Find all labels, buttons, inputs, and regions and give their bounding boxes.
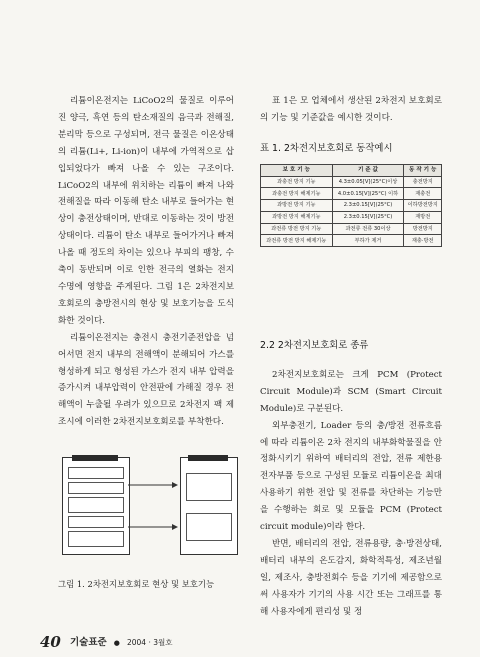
section-heading: 2.2 2차전지보호회로 종류 bbox=[260, 340, 369, 351]
figure-step-box bbox=[68, 482, 124, 494]
left-paragraph-1: 리튬이온전지는 LiCoO2의 물질로 이루어진 양극, 흑연 등의 탄소재질의 음극과 전해질, 분리막 등으로 구성되며, 전극 물질은 이온상태의 리튬(Li+, Li-ion)이 내부에 가역적으로 삽입되었다가 빠져 나올 수 있는 구조이다. LiCoO2의 내부에 위치하는 리튬이 빠져 나와 전해질을 따라 이동해 탄소 내부로 들어가는 현상이 충전상태이며, 반대로 이동하는 것이 방전상태이다. 리튬이 탄소 내부로 들어가거나 빠져 나올 때 정도의 차이는 있으나 부피의 팽창, 수축이 동반되며 이로 인한 전극의 열화는 전지 수명에 영향을 주게된다. 그림 1은 2차전지보호회로의 충방전시의 현상 및 보호기능을 도식화한 것이다. bbox=[58, 96, 234, 326]
right-paragraph-1: 2차전지보호회로는 크게 PCM (Protect Circuit Module)과 SCM (Smart Circuit Module)로 구분된다. bbox=[260, 369, 442, 414]
figure-right-label bbox=[188, 455, 228, 461]
figure-step-box bbox=[68, 467, 124, 479]
protection-spec-table bbox=[260, 164, 442, 247]
right-paragraph-2: 외부충전기, Loader 등의 충/방전 전류흐름에 따라 리튬이온 2차 전지의 내부화학물질을 안정화시키기 위하여 배터리의 전압, 전류 제한용 전자부품 등으로 구성된 모듈로 리튬이온을 최대 사용하기 위한 전압 및 전류를 차단하는 기능만을 수행하는 회로 및 모듈을 PCM (Protect circuit module)이라 한다. bbox=[260, 420, 442, 533]
figure-left-label bbox=[72, 455, 118, 461]
figure-step-box bbox=[68, 531, 124, 547]
table-cell: 방전방지 bbox=[404, 223, 442, 235]
table-cell: 과방전 방지 기능 bbox=[261, 200, 333, 212]
table-cell: 재방전 bbox=[404, 211, 442, 223]
table-cell: 과전류 방전 방지 해제기능 bbox=[261, 235, 333, 247]
figure-step-box bbox=[68, 516, 124, 528]
table-cell: 이하방전방지 bbox=[404, 200, 442, 212]
bullet-icon: ● bbox=[113, 639, 120, 647]
figure-result-box bbox=[186, 513, 232, 541]
table-row bbox=[261, 223, 442, 235]
figure-caption: 그림 1. 2차전지보호회로 현상 및 보호기능 bbox=[58, 579, 215, 589]
table-cell: 과충전 방지 기능 bbox=[261, 176, 333, 188]
page-footer bbox=[40, 630, 173, 651]
figure-result-box bbox=[186, 473, 232, 501]
table-cell: 재충전 bbox=[404, 188, 442, 200]
table-cell: 재충·방전 bbox=[404, 235, 442, 247]
right-paragraph-3: 반면, 배터리의 전압, 전류용량, 충·방전상태, 배터리 내부의 온도감지, 화학적특성, 제조년월일, 제조사, 충방전회수 등을 기기에 제공함으로써 사용자가 기기의 사용 시간 또는 그래프를 통해 사용자에게 편리성 및 정 bbox=[260, 538, 442, 617]
table-header-reference: 기 준 값 bbox=[332, 164, 404, 176]
table-cell: 2.3±0.15[V](25°C) bbox=[332, 211, 404, 223]
left-column bbox=[58, 93, 234, 431]
table-cell: 과전류 전류 30이상 bbox=[332, 223, 404, 235]
table-row bbox=[261, 211, 442, 223]
table-header-action: 동 작 기 능 bbox=[404, 164, 442, 176]
right-column-bottom bbox=[260, 338, 442, 621]
table-row bbox=[261, 188, 442, 200]
table-cell: 과방전 방지 해제기능 bbox=[261, 211, 333, 223]
table-intro: 표 1은 모 업체에서 생산된 2차전지 보호회로의 기능 및 기준값을 예시한 것이다. bbox=[260, 96, 442, 123]
table-cell: 4.0±0.15[V](25°C) 이하 bbox=[332, 188, 404, 200]
magazine-name: 기술표준 bbox=[69, 637, 107, 648]
page-number: 40 bbox=[40, 633, 61, 651]
table-title: 표 1. 2차전지보호회로 동작예시 bbox=[260, 142, 393, 154]
table-cell: 2.3±0.15[V](25°C) bbox=[332, 200, 404, 212]
table-row bbox=[261, 176, 442, 188]
right-column-top bbox=[260, 93, 442, 247]
figure-1-diagram bbox=[58, 455, 240, 561]
table-cell: 과전류 방전 방지 기능 bbox=[261, 223, 333, 235]
table-cell: 과충전 방지 해제기능 bbox=[261, 188, 333, 200]
table-cell: 부하가 제거 bbox=[332, 235, 404, 247]
figure-step-box bbox=[68, 497, 124, 513]
table-row bbox=[261, 200, 442, 212]
table-header-function: 보 호 기 능 bbox=[261, 164, 333, 176]
table-cell: 4.3±0.05[V](25°C)이상 bbox=[332, 176, 404, 188]
issue-label: 2004 · 3월호 bbox=[126, 638, 173, 647]
figure-arrows bbox=[128, 455, 178, 561]
table-cell: 충전방지 bbox=[404, 176, 442, 188]
left-paragraph-2: 리튬이온전지는 충전시 충전기준전압을 넘어서면 전지 내부의 전해액이 분해되어 가스를 형성하게 되고 형성된 가스가 전지 내부 압력을 증가시켜 내부압력이 안전판에 가해질 경우 전해액이 누출될 우려가 있으므로 2차전지 팩 제조시에 이러한 2차전지보호회로를 부착한다. bbox=[58, 332, 234, 428]
table-header-row bbox=[261, 164, 442, 176]
table-row bbox=[261, 235, 442, 247]
